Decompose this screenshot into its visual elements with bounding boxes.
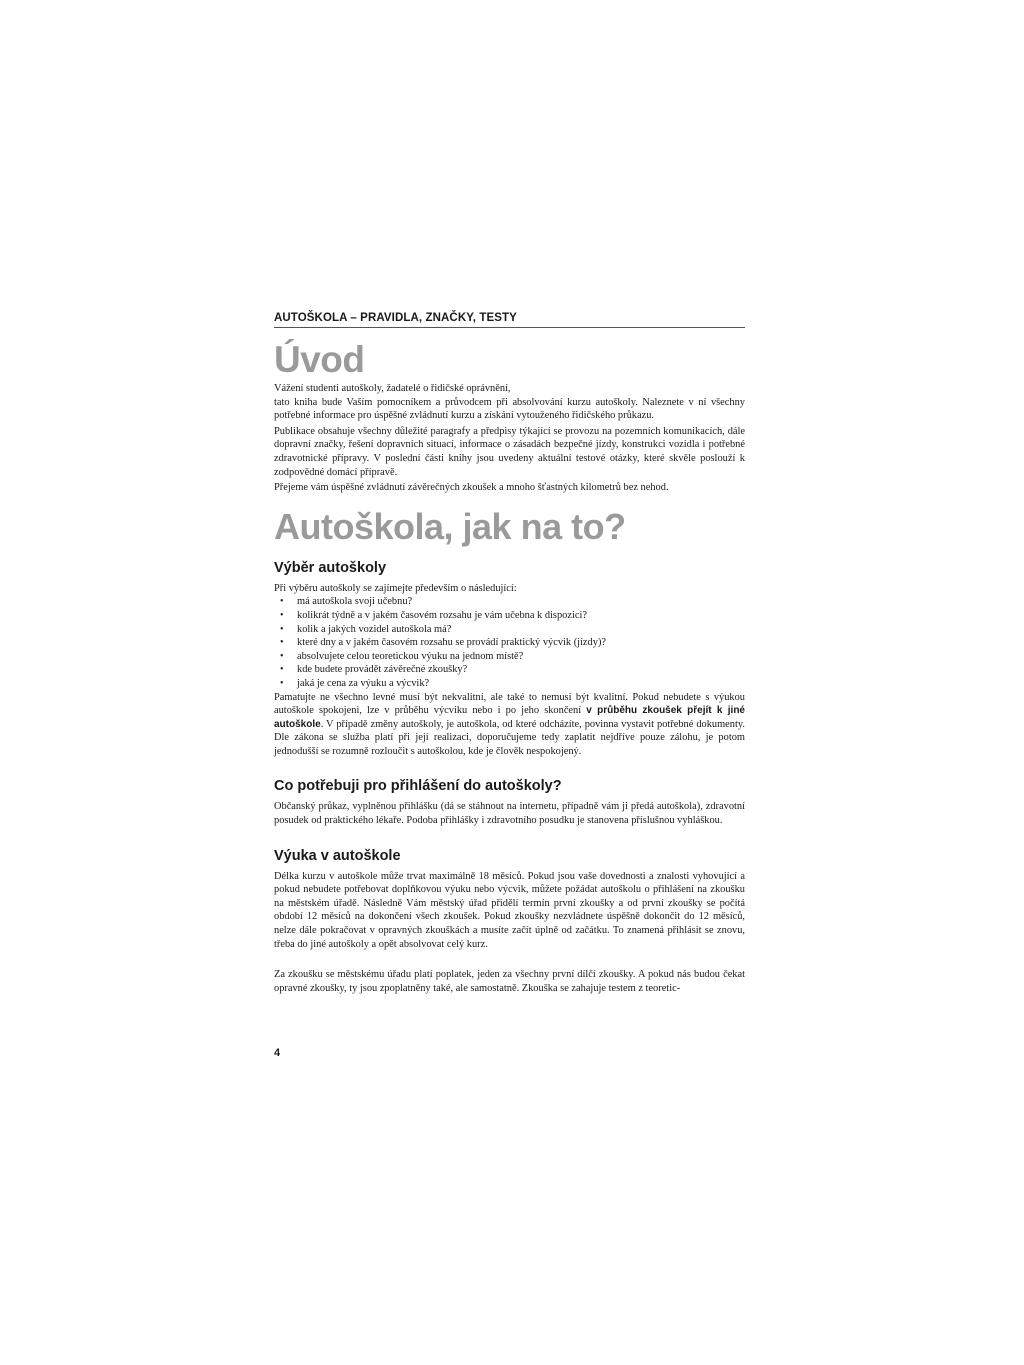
list-item: • má autoškola svoji učebnu?	[280, 596, 413, 608]
running-header: AUTOŠKOLA – PRAVIDLA, ZNAČKY, TESTY	[274, 312, 745, 328]
uvod-greeting: Vážení studenti autoškoly, žadatelé o řidičské oprávnění,	[274, 383, 511, 394]
subheading-vyber: Výběr autoškoly	[274, 559, 387, 576]
heading-uvod: Úvod	[274, 339, 365, 380]
list-item: • jaká je cena za výuku a výcvik?	[280, 677, 430, 689]
uvod-paragraph-2: Publikace obsahuje všechny důležité paragrafy a předpisy týkající se provozu na pozemních komunikacích, dále dopravní značky, řešení dopravních situací, informace o zásadách bezpečné jízdy, konstrukci vozidla i potřebné zdravotnické přípravy. V poslední části knihy jsou uvedeny aktuální testové otázky, které skvěle poslouží k zodpovědné domácí přípravě.	[274, 425, 745, 478]
bullet-icon: •	[280, 623, 284, 635]
bullet-icon: •	[280, 664, 284, 676]
bullet-icon: •	[280, 650, 284, 662]
vyuka-paragraph-2: Za zkoušku se městskému úřadu platí poplatek, jeden za všechny první dílčí zkoušky. A pokud nás budou čekat opravné zkoušky, ty jsou zpoplatněny také, ale samostatně. Zkouška se zahajuje testem z teoretic-	[274, 969, 745, 994]
subheading-prihlaseni: Co potřebuji pro přihlášení do autoškoly?	[274, 778, 562, 795]
vyuka-paragraph-1: Délka kurzu v autoškole může trvat maximálně 18 měsíců. Pokud jsou vaše dovednosti a znalosti vyhovující a pokud nebudete potřebovat doplňkovou výuku nebo výcvik, můžete požádat autoškolu o přihlášení na zkoušku na městském úřadě. Následně Vám městský úřad přidělí termín první zkoušky a od první zkoušky se počítá období 12 měsíců na dokončení všech zkoušek. Pokud zkoušky nezvládnete úspěšně dokončit do 12 měsíců, nelze dále pokračovat v opravných zkouškách a musíte začít úplně od začátku. To znamená přihlásit se znovu, třeba do jiné autoškoly a opět absolvovat celý kurz.	[274, 870, 745, 950]
list-item: • kde budete provádět závěrečné zkoušky?	[280, 664, 468, 676]
bullet-icon: •	[280, 677, 284, 689]
list-item: • kolik a jakých vozidel autoškola má?	[280, 623, 452, 635]
vyber-paragraph: Pamatujte ne všechno levné musí být nekvalitní, ale také to nemusí být kvalitní. Pokud nebudete s výukou autoškole spokojeni, lze v průběhu výcviku nebo i po jeho skončení v průběhu zkoušek přejít k jiné autoškole. V případě změny autoškoly, je autoškola, od které odcházíte, povinna vystavit potřebné dokumenty. Dle zákona se služba platí při její realizaci, doporučujeme tedy zaplatit nejdříve pouze zálohu, je potom jednodušší se rozumně rozloučit s autoškolou, kde je člověk nespokojený.	[274, 691, 745, 757]
vyber-intro: Při výběru autoškoly se zajímejte především o následující:	[274, 582, 517, 594]
subheading-vyuka: Výuka v autoškole	[274, 847, 401, 864]
vyber-bullet-list	[274, 595, 745, 690]
list-item: • které dny a v jakém časovém rozsahu se provádí praktický výcvik (jízdy)?	[280, 637, 607, 649]
list-item: • absolvujete celou teoretickou výuku na jednom místě?	[280, 650, 524, 662]
list-item: • kolikrát týdně a v jakém časovém rozsahu je vám učebna k dispozici?	[280, 609, 587, 621]
bullet-icon: •	[280, 609, 284, 621]
heading-autoskola: Autoškola, jak na to?	[274, 505, 626, 547]
page-number: 4	[274, 1047, 281, 1059]
bullet-icon: •	[280, 596, 284, 608]
prihlaseni-paragraph: Občanský průkaz, vyplněnou přihlášku (dá se stáhnout na internetu, případně vám ji předá autoškola), zdravotní posudek od praktického lékaře. Podoba přihlášky i zdravotního posudku je stanovena příslušnou vyhláškou.	[274, 801, 745, 827]
uvod-paragraph-1: tato kniha bude Vaším pomocníkem a průvodcem při absolvování kurzu autoškoly. Naleznete v ní všechny potřebné informace pro úspěšné zvládnutí kurzu a získání vytouženého řidičského průkazu.	[274, 396, 745, 422]
uvod-paragraph-3: Přejeme vám úspěšné zvládnutí závěrečných zkoušek a mnoho šťastných kilometrů bez nehod.	[274, 482, 669, 494]
book-page	[274, 0, 745, 1365]
page-content	[274, 338, 745, 995]
bullet-icon: •	[280, 637, 284, 649]
emphasis-text: v průběhu zkoušek přejít k jiné autoškole	[274, 705, 745, 730]
